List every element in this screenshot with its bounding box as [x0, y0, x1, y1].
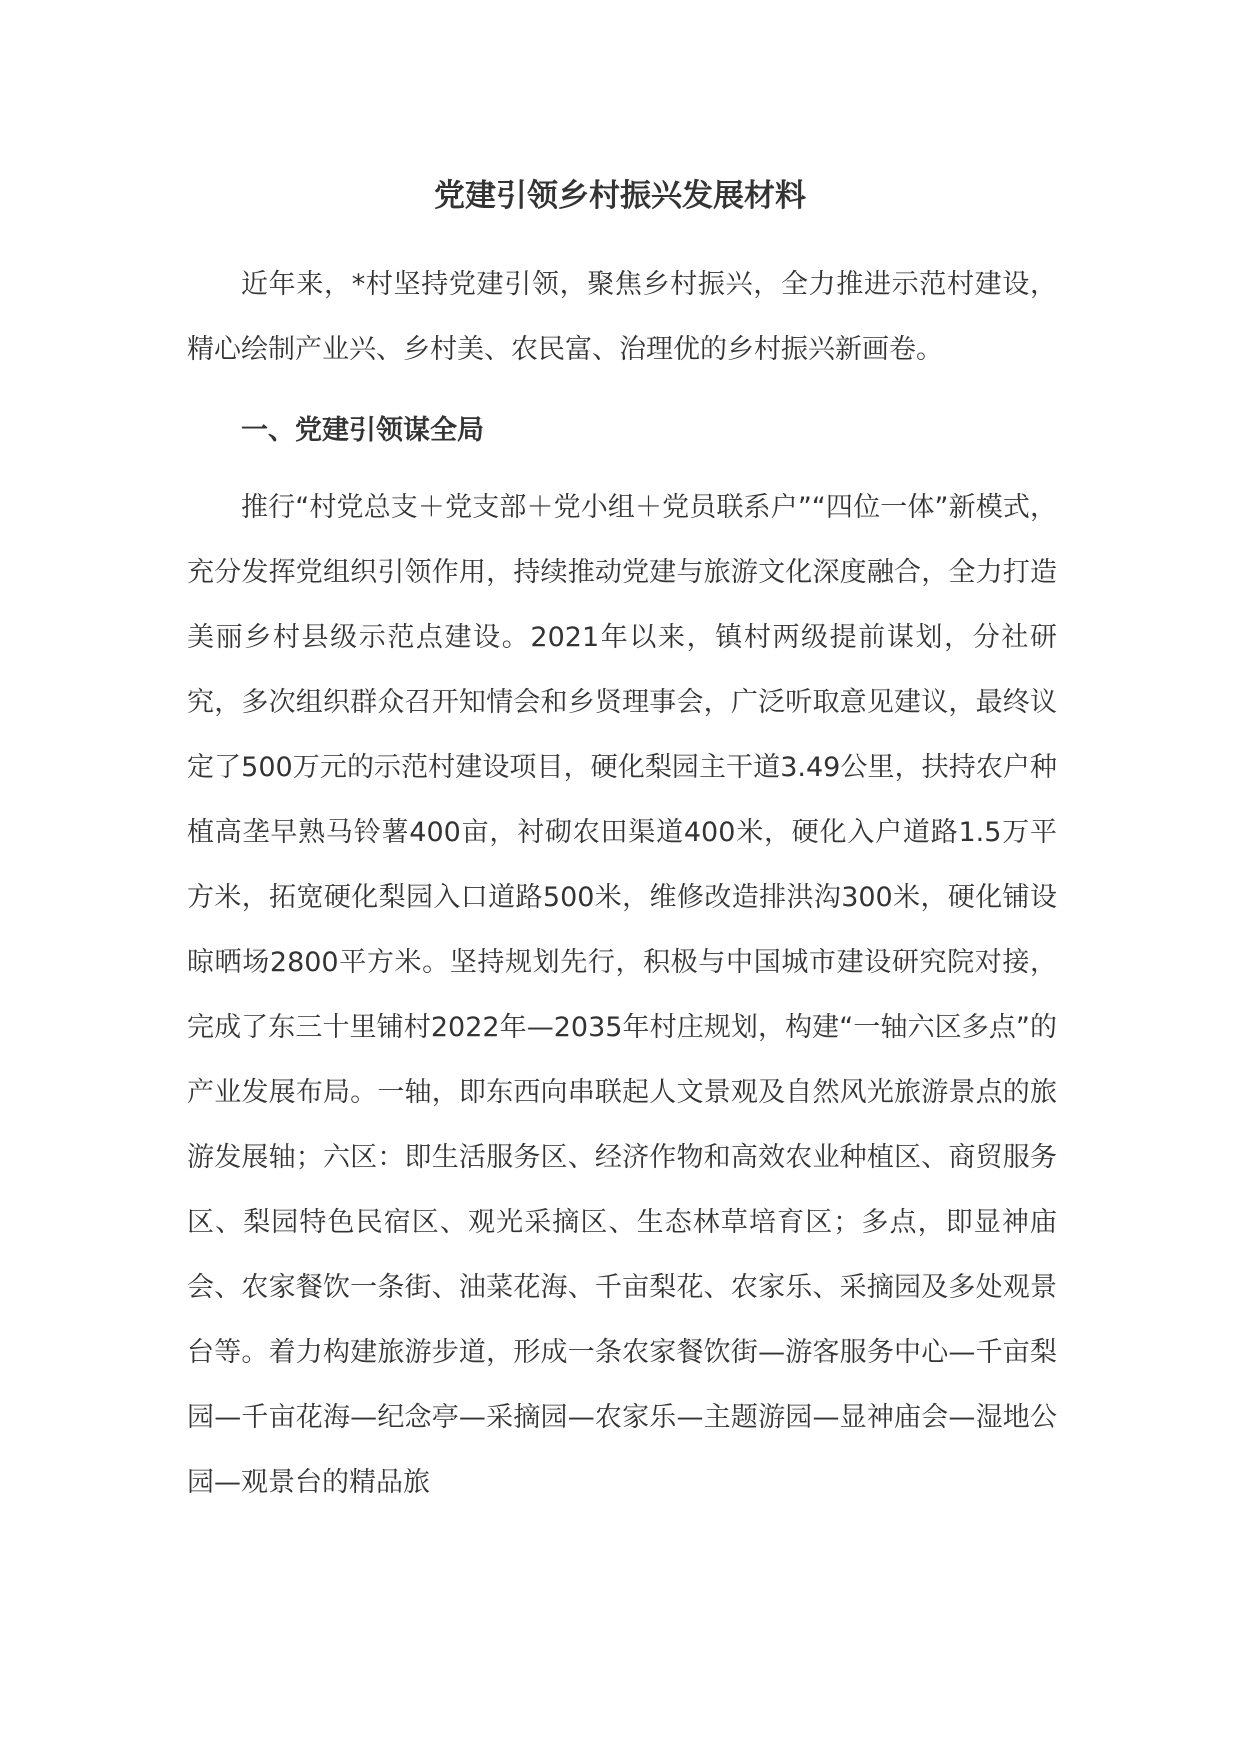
- section-paragraph: 推行“村党总支＋党支部＋党小组＋党员联系户”“四位一体”新模式，充分发挥党组织引领作用，持续推动党建与旅游文化深度融合，全力打造美丽乡村县级示范点建设。2021年以来，镇村两级提前谋划，分社研究，多次组织群众召开知情会和乡贤理事会，广泛听取意见建议，最终议定了500万元的示范村建设项目，硬化梨园主干道3.49公里，扶持农户种植高垄早熟马铃薯400亩，衬砌农田渠道400米，硬化入户道路1.5万平方米，拓宽硬化梨园入口道路500米，维修改造排洪沟300米，硬化铺设晾晒场2800平方米。坚持规划先行，积极与中国城市建设研究院对接，完成了东三十里铺村2022年—2035年村庄规划，构建“一轴六区多点”的产业发展布局。一轴，即东西向串联起人文景观及自然风光旅游景点的旅游发展轴；六区：即生活服务区、经济作物和高效农业种植区、商贸服务区、梨园特色民宿区、观光采摘区、生态林草培育区；多点，即显神庙会、农家餐饮一条街、油菜花海、千亩梨花、农家乐、采摘园及多处观景台等。着力构建旅游步道，形成一条农家餐饮街—游客服务中心—千亩梨园—千亩花海—纪念亭—采摘园—农家乐—主题游园—显神庙会—湿地公园—观景台的精品旅: [187, 492, 1057, 1498]
- document-body: [187, 252, 1057, 1515]
- section-heading: 一、党建引领谋全局: [241, 415, 484, 446]
- document-title: 党建引领乡村振兴发展材料: [434, 178, 806, 214]
- intro-paragraph: 近年来，*村坚持党建引领，聚焦乡村振兴，全力推进示范村建设，精心绘制产业兴、乡村美、农民富、治理优的乡村振兴新画卷。: [187, 269, 1057, 365]
